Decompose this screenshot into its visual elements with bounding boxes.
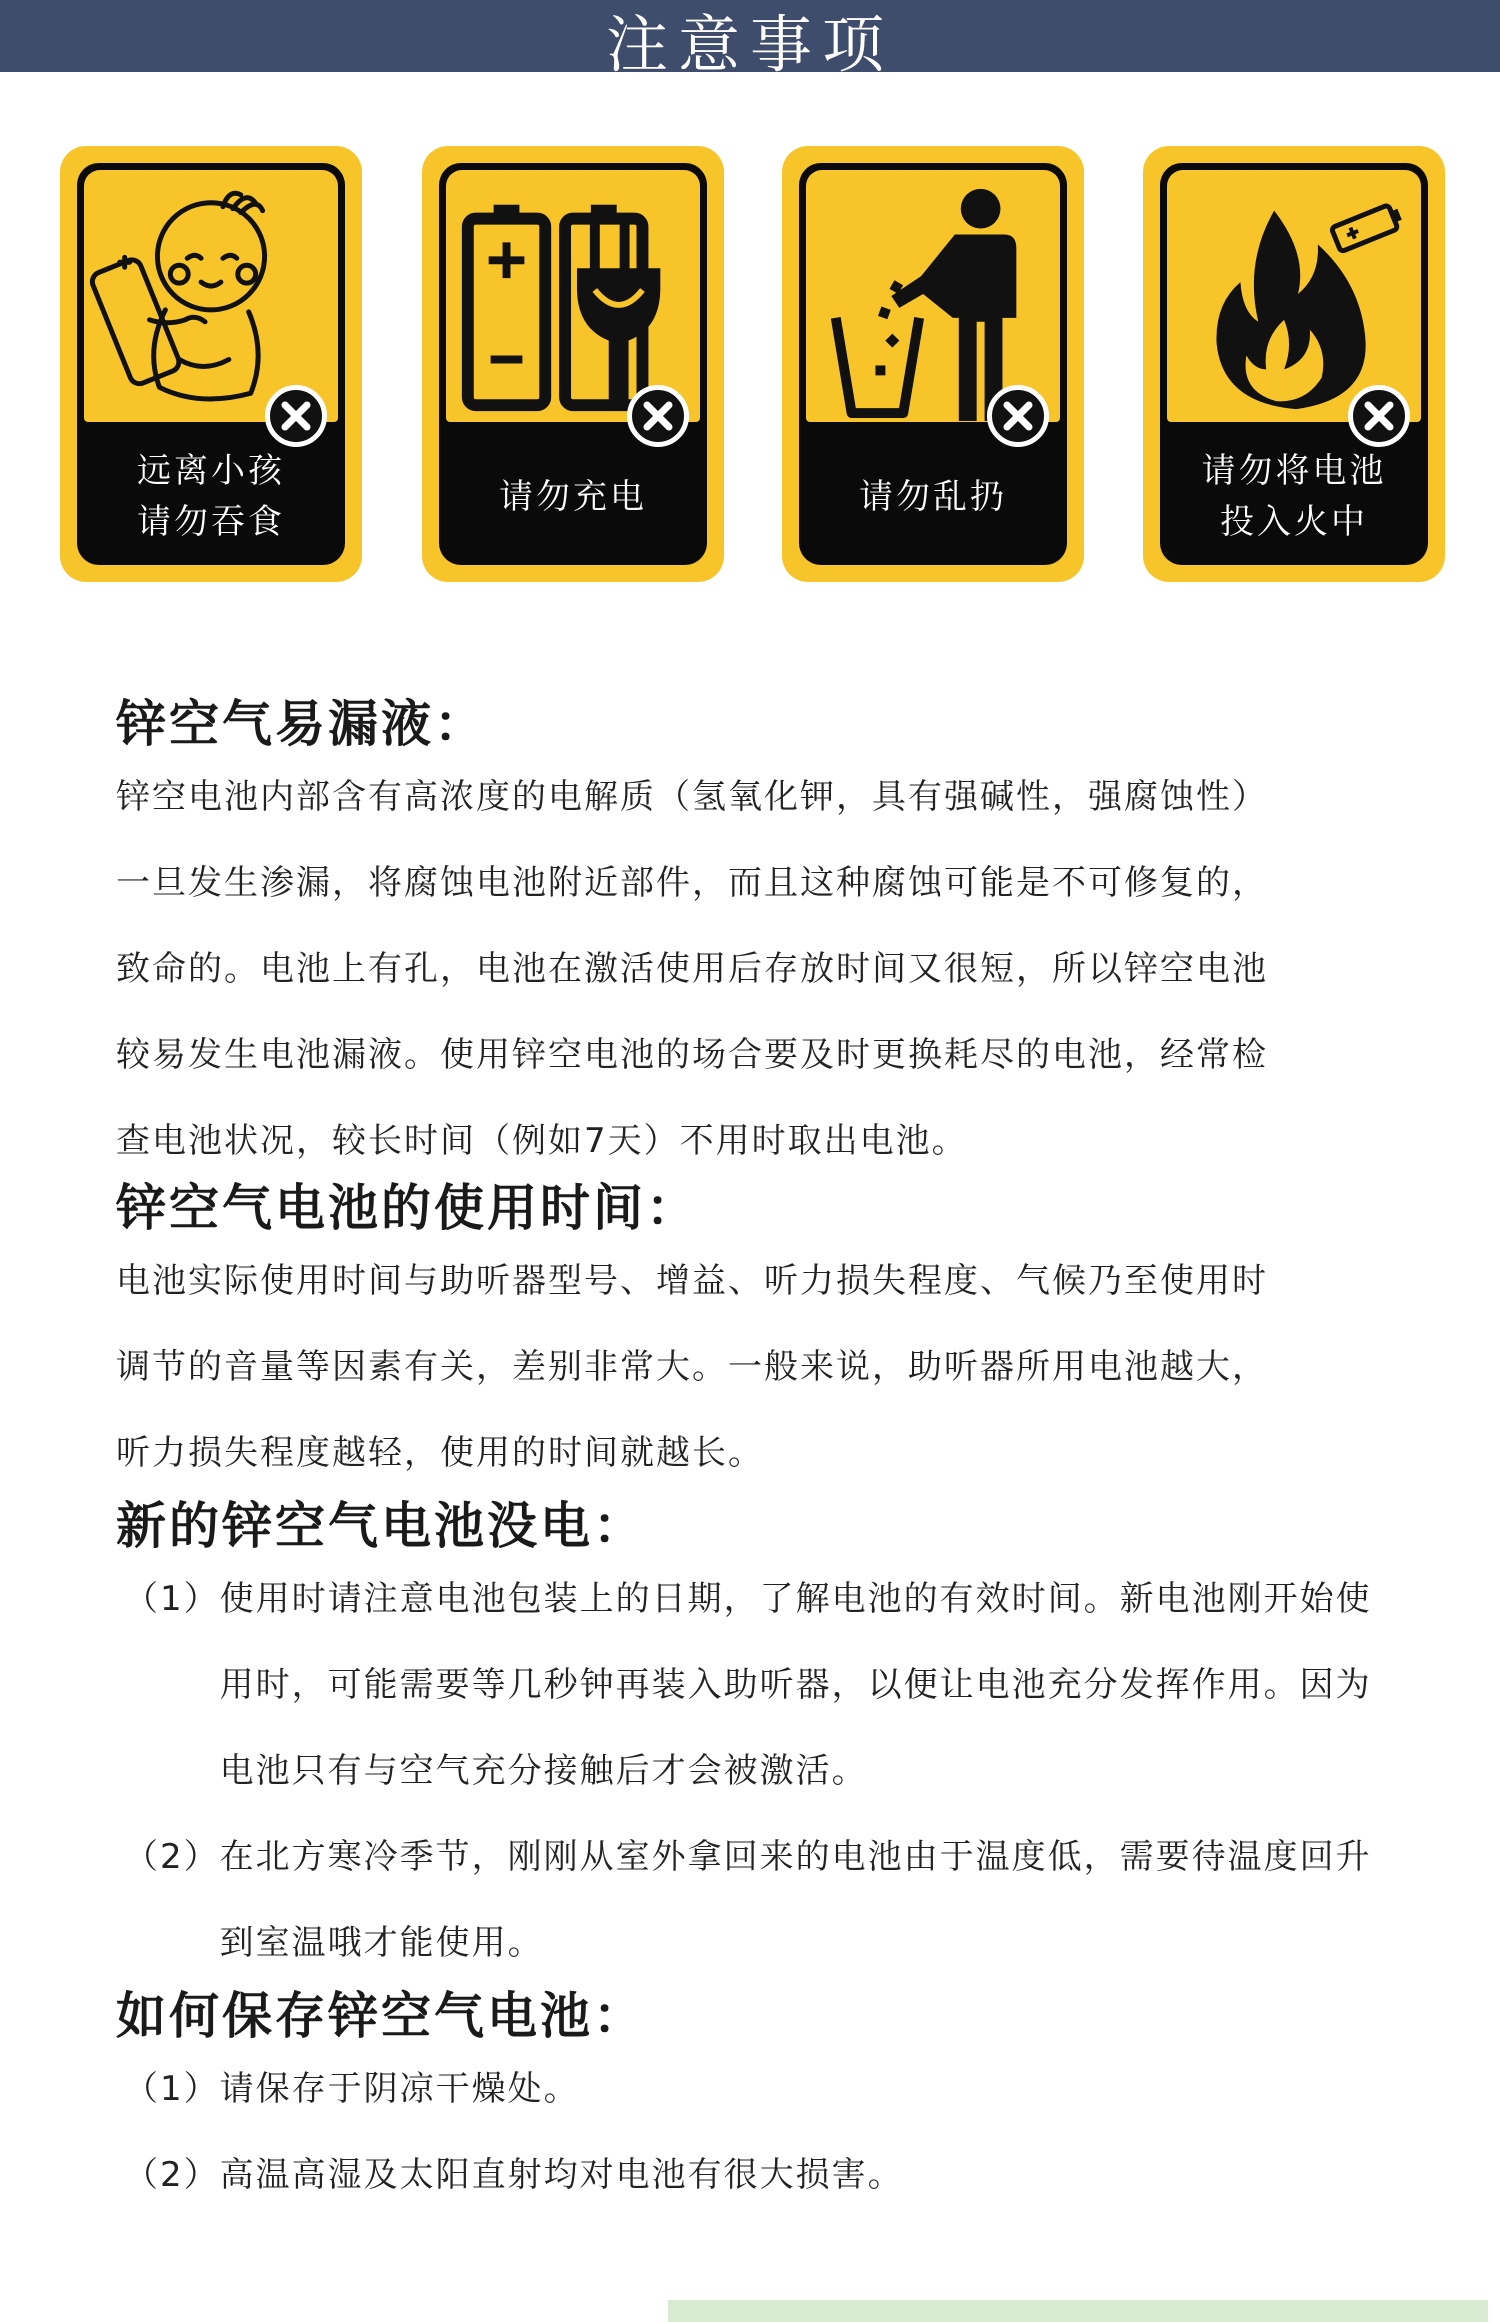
- card-label: 远离小孩 请勿吞食: [137, 451, 285, 542]
- card-label: 请勿充电: [499, 476, 647, 517]
- list-item: （2） 高温高湿及太阳直射均对电池有很大损害。: [124, 2155, 904, 2195]
- card-label: 请勿将电池 投入火中: [1201, 451, 1387, 542]
- article-content: [116, 680, 1416, 2218]
- paragraph-line: 听力损失程度越轻，使用的时间就越长。: [116, 1433, 764, 1473]
- warning-card-no-charging: [422, 146, 724, 582]
- paragraph-line: 查电池状况，较长时间（例如7天）不用时取出电池。: [116, 1121, 968, 1161]
- card-label: 请勿乱扔: [859, 476, 1007, 517]
- paragraph-line: 一旦发生渗漏，将腐蚀电池附近部件，而且这种腐蚀可能是不可修复的，: [116, 863, 1268, 903]
- title-banner: [0, 0, 1500, 72]
- section-body-usage-time: [116, 1238, 1416, 1496]
- battery-and-plug-icon: [446, 170, 700, 422]
- bottom-green-strip: [668, 2300, 1488, 2322]
- section-heading-leakage: 锌空气易漏液：: [116, 695, 487, 753]
- fire-and-battery-icon: [1167, 170, 1421, 422]
- baby-with-battery-icon: [84, 170, 338, 422]
- paragraph-line: 锌空电池内部含有高浓度的电解质（氢氧化钾，具有强碱性，强腐蚀性）: [116, 777, 1268, 817]
- banner-title: 注意事项: [605, 8, 894, 72]
- section-body-leakage: [116, 754, 1416, 1184]
- section-body-new-battery-dead: [116, 1556, 1416, 1986]
- paragraph-line: 较易发生电池漏液。使用锌空电池的场合要及时更换耗尽的电池，经常检: [116, 1035, 1268, 1075]
- section-heading-storage: 如何保存锌空气电池：: [116, 1987, 646, 2045]
- person-littering-icon: [806, 170, 1060, 422]
- section-body-storage: [116, 2046, 1416, 2218]
- warning-card-no-fire: [1143, 146, 1445, 582]
- section-heading-usage-time: 锌空气电池的使用时间：: [116, 1179, 699, 1237]
- section-heading-new-battery-dead: 新的锌空气电池没电：: [116, 1497, 646, 1555]
- list-item: （2） 在北方寒冷季节，刚刚从室外拿回来的电池由于温度低，需要待温度回升到室温哦才能使用。: [124, 1837, 1372, 1963]
- warning-cards: [0, 146, 1500, 586]
- list-item: （1） 请保存于阴凉干燥处。: [124, 2069, 580, 2109]
- paragraph-line: 致命的。电池上有孔，电池在激活使用后存放时间又很短，所以锌空电池: [116, 949, 1268, 989]
- list-item: （1） 使用时请注意电池包装上的日期，了解电池的有效时间。新电池刚开始使用时，可能需要等几秒钟再装入助听器，以便让电池充分发挥作用。因为电池只有与空气充分接触后才会被激活。: [124, 1579, 1372, 1791]
- paragraph-line: 电池实际使用时间与助听器型号、增益、听力损失程度、气候乃至使用时: [116, 1261, 1268, 1301]
- warning-card-no-littering: [782, 146, 1084, 582]
- warning-card-keep-away-children: [60, 146, 362, 582]
- paragraph-line: 调节的音量等因素有关，差别非常大。一般来说，助听器所用电池越大，: [116, 1347, 1268, 1387]
